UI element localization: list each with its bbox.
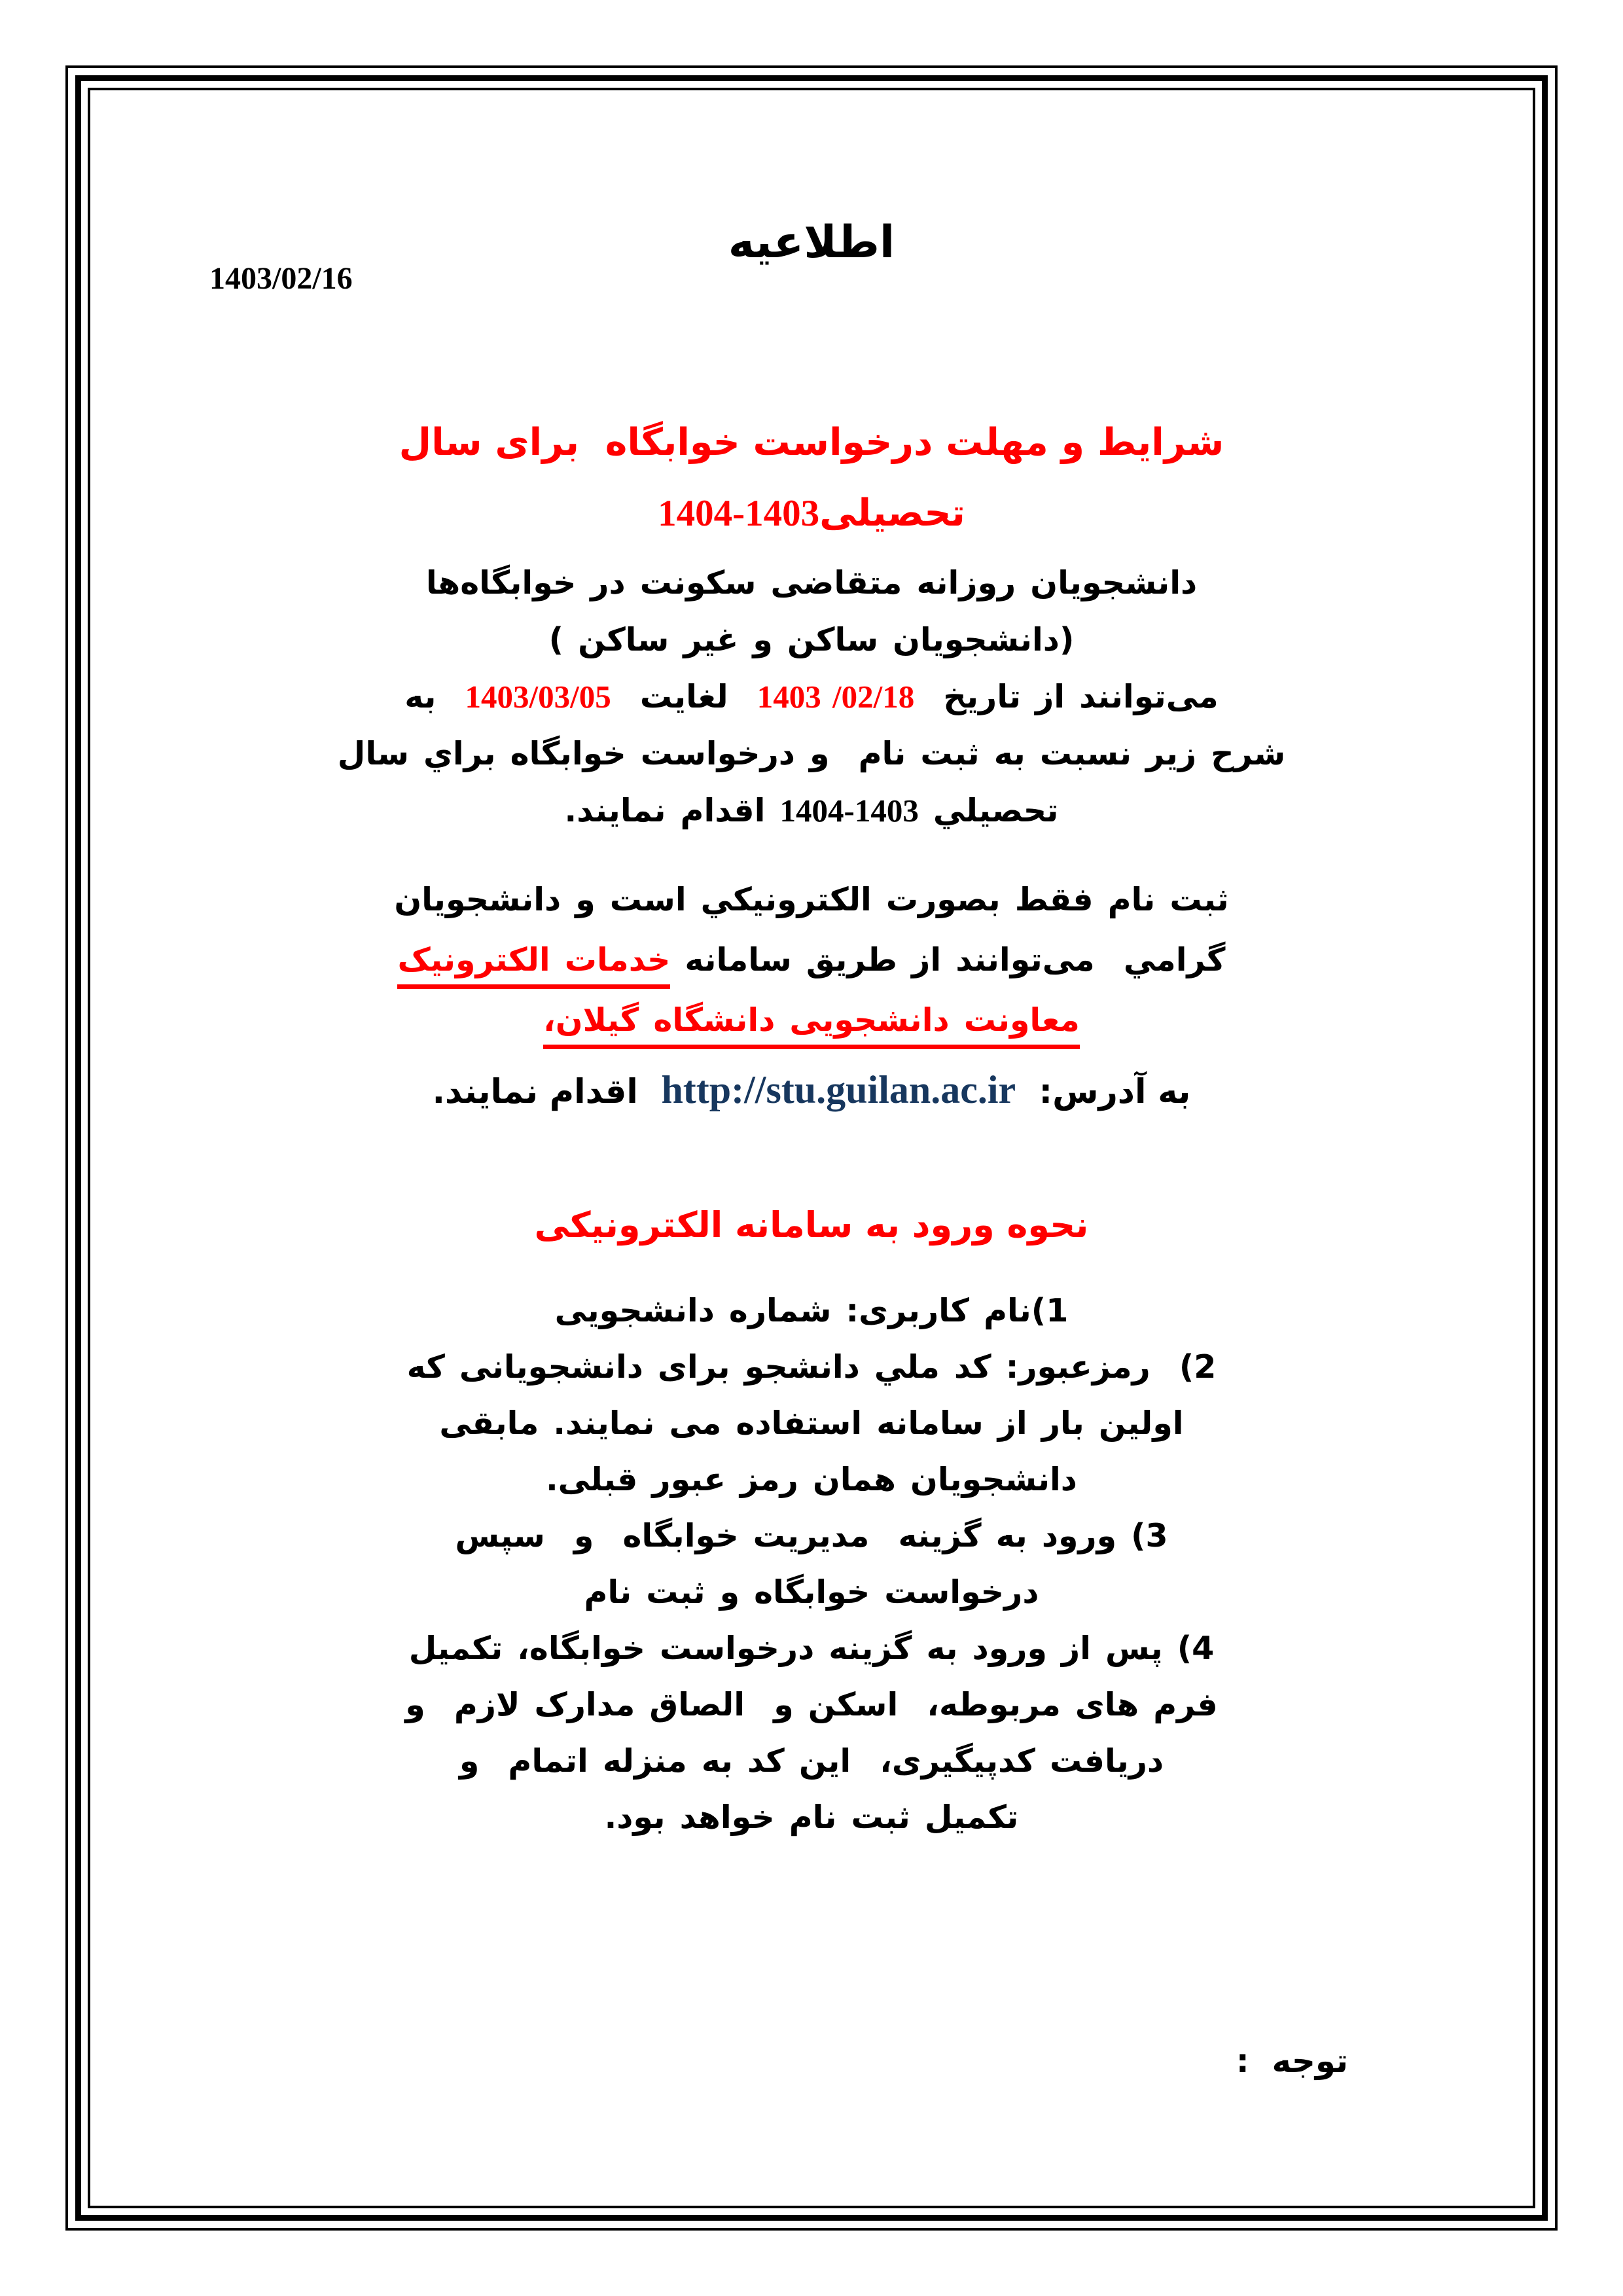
intro-line4: شرح زیر نسبت به ثبت نام و درخواست خوابگاه براي سال: [337, 735, 1286, 772]
login-steps-list: [170, 1283, 1453, 1846]
registration-line2-pre: گرامي می‌توانند از طریق سامانه: [670, 941, 1226, 978]
intro-line5-pre: تحصیلي: [918, 792, 1059, 829]
step-3-menu-line1: 3) ورود به گزینه مدیریت خوابگاه و سپس: [455, 1517, 1168, 1554]
address-post: اقدام نمایند.: [432, 1073, 662, 1111]
step-2-password-line3: دانشجویان همان رمز عبور قبلی.: [546, 1461, 1077, 1498]
page-border-inner: [88, 88, 1535, 2208]
intro-line3-pre: می‌توانند از تاریخ: [914, 678, 1219, 715]
intro-line2: (دانشجویان ساکن و غیر ساکن ): [548, 621, 1075, 658]
main-heading: [170, 407, 1453, 549]
main-heading-line2-word: تحصیلی: [819, 492, 965, 535]
step-2-password-line1: 2) رمزعبور: کد ملي دانشجو برای دانشجویانی که: [406, 1348, 1217, 1386]
intro-line3-mid: لغایت: [611, 678, 757, 715]
eservices-highlight: خدمات الکترونیک: [397, 941, 670, 989]
note-label: توجه :: [1236, 2042, 1348, 2080]
registration-line1: ثبت نام فقط بصورت الکترونیکي است و دانشجویان: [394, 881, 1229, 918]
section-heading-login: نحوه ورود به سامانه الکترونیکی: [534, 1204, 1089, 1246]
page-border-middle: [75, 75, 1548, 2221]
page-title: اطلاعیه: [728, 216, 895, 268]
step-1-username: 1)نام کاربری: شماره دانشجویی: [554, 1292, 1069, 1329]
step-4-forms-line1: 4) پس از ورود به گزینه درخواست خوابگاه، تکمیل: [408, 1630, 1215, 1667]
deputy-highlight: معاونت دانشجویی دانشگاه گیلان،: [543, 1001, 1080, 1049]
intro-line5-post: اقدام نمایند.: [564, 792, 780, 829]
intro-line1: دانشجویان روزانه متقاضی سکونت در خوابگاه‌ها: [425, 564, 1198, 601]
issue-date: 1403/02/16: [209, 261, 353, 296]
academic-year-range-body: 1403-1404: [779, 793, 919, 829]
step-4-forms-line3: دریافت کدپیگیری، این کد به منزله اتمام و: [459, 1742, 1164, 1780]
step-3-menu-line2: درخواست خوابگاه و ثبت نام: [584, 1573, 1039, 1611]
registration-end-date: 1403/03/05: [465, 679, 611, 715]
intro-line3-post: به: [404, 678, 465, 715]
address-pre: به آدرس:: [1016, 1073, 1191, 1111]
step-4-forms-line2: فرم های مربوطه، اسکن و الصاق مدارک لازم و: [405, 1686, 1218, 1723]
intro-paragraph: [170, 554, 1453, 839]
address-line: [170, 1067, 1453, 1113]
step-4-forms-line4: تکمیل ثبت نام خواهد بود.: [604, 1799, 1019, 1836]
registration-start-date: 1403 /02/18: [757, 679, 915, 715]
step-2-password-line2: اولین بار از سامانه استفاده می نمایند. مابقی: [439, 1405, 1184, 1442]
academic-year-range: 1403-1404: [658, 493, 820, 535]
portal-url-link[interactable]: http://stu.guilan.ac.ir: [661, 1068, 1016, 1111]
main-heading-line1: شرایط و مهلت درخواست خوابگاه برای سال: [399, 421, 1224, 465]
registration-paragraph: [170, 870, 1453, 1050]
page-border-outer: [65, 65, 1558, 2231]
